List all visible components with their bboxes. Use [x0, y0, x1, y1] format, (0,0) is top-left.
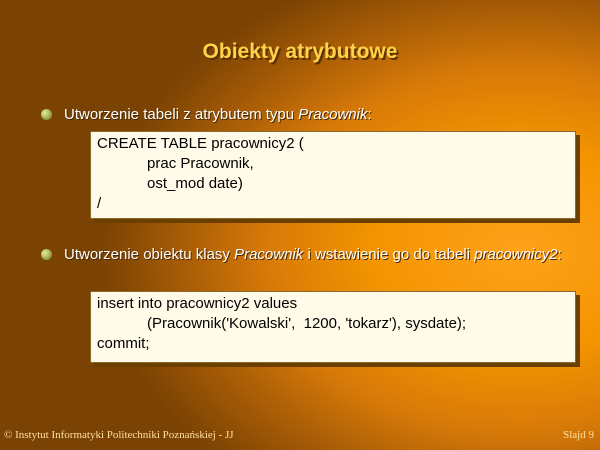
bullet-2-italic: Pracownik	[234, 246, 304, 263]
bullet-2-text-middle: i wstawienie go do tabeli	[303, 246, 475, 263]
code-line: prac Pracownik,	[97, 155, 254, 172]
bullet-1-text-after: :	[367, 106, 372, 123]
code-box-1	[90, 131, 576, 219]
bullet-1-italic: Pracownik	[298, 106, 368, 123]
bullet-dot-icon	[41, 249, 52, 260]
code-line: (Pracownik('Kowalski', 1200, 'tokarz'), sysdate);	[97, 315, 467, 332]
code-line: ost_mod date)	[97, 175, 243, 192]
bullet-text-1	[64, 105, 562, 124]
bullet-2-italic-2: pracownicy2	[474, 246, 558, 263]
bullet-item-1	[42, 105, 562, 124]
code-line: /	[97, 195, 102, 212]
bullet-text-2	[64, 245, 562, 264]
footer-slide-number: Slajd 9	[563, 429, 594, 441]
code-line: commit;	[97, 335, 150, 352]
bullet-dot-icon	[41, 109, 52, 120]
bullet-item-2	[42, 245, 562, 264]
code-box-2	[90, 291, 576, 363]
footer-copyright: © Instytut Informatyki Politechniki Poznańskiej - JJ	[4, 429, 234, 441]
bullet-2-text-after: :	[557, 246, 562, 263]
bullet-2-text-before: Utworzenie obiektu klasy	[64, 246, 235, 263]
code-line: CREATE TABLE pracownicy2 (	[97, 135, 304, 152]
slide-title: Obiekty atrybutowe	[202, 40, 398, 63]
bullet-1-text-before: Utworzenie tabeli z atrybutem typu	[64, 106, 299, 123]
code-line: insert into pracownicy2 values	[97, 295, 298, 312]
